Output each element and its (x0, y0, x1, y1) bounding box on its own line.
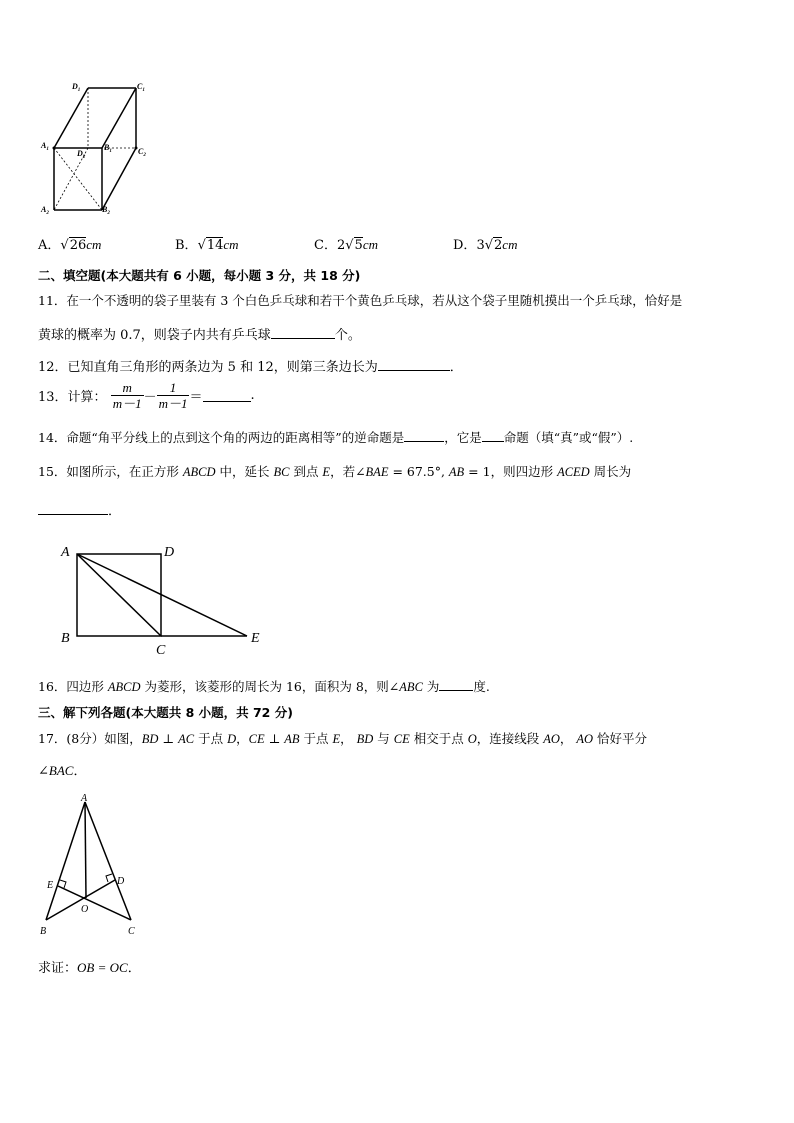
answer-blank[interactable] (482, 429, 504, 442)
label-A1: $A_1$ (41, 141, 49, 152)
option-a: A．√26cm (38, 237, 102, 253)
option-b: B．√14cm (175, 237, 239, 253)
label-C: C (156, 643, 166, 658)
proof-statement: 求证：OB = OC． (38, 960, 141, 976)
q12: 12．已知直角三角形的两条边为 5 和 12，则第三条边长为 ． (38, 360, 463, 375)
answer-blank[interactable] (439, 678, 473, 691)
label-B1: $B_1$ (104, 143, 112, 154)
section-3-title: 三、解下列各题(本大题共 8 小题，共 72 分) (38, 705, 293, 720)
q11-line1: 11．在一个不透明的袋子里装有 3 个白色乒乓球和若干个黄色乒乓球，若从这个袋子里随机摸出一个乒乓球，恰好是 (38, 293, 683, 308)
label-A: A (61, 545, 70, 560)
answer-blank[interactable] (378, 358, 450, 371)
label-B: B (61, 631, 70, 646)
label-B: B (40, 926, 47, 937)
section-2-title: 二、填空题(本大题共有 6 小题，每小题 3 分，共 18 分) (38, 268, 361, 283)
answer-blank[interactable] (38, 502, 108, 515)
q11-line2: 黄球的概率为 0.7，则袋子内共有乒乓球 个。 (38, 328, 361, 343)
fraction-2: $\frac{1}{m-1}$ (158, 380, 188, 411)
label-O: O (81, 904, 89, 915)
label-C2: $C_2$ (138, 147, 146, 158)
label-D: D (164, 545, 175, 560)
prism-figure (38, 78, 158, 218)
label-E: E (251, 631, 260, 646)
answer-blank[interactable] (404, 429, 444, 442)
square-figure (55, 540, 275, 660)
label-A2: $A_2$ (41, 205, 49, 216)
q14: 14．命题“角平分线上的点到这个角的两边的距离相等”的逆命题是 ，它是 命题（填“真”或“假”）. (38, 430, 634, 445)
option-c: C．2√5cm (314, 237, 378, 253)
q15-answer-line: ． (38, 500, 121, 519)
label-D2: $D_2$ (77, 149, 86, 160)
option-d: D．3√2cm (453, 237, 518, 253)
label-D1: $D_1$ (72, 82, 81, 93)
label-E: E (47, 880, 54, 891)
label-A: A (81, 793, 88, 804)
triangle-figure (36, 792, 146, 942)
answer-blank[interactable] (203, 389, 251, 402)
q13: 13．计算： $\frac{m}{m-1}$ － $\frac{1}{m-1}$ ＝ . (38, 380, 255, 411)
label-B2: $B_2$ (102, 205, 110, 216)
label-C1: $C_1$ (137, 82, 145, 93)
fraction-1: $\frac{m}{m-1}$ (112, 380, 142, 411)
label-C: C (128, 926, 135, 937)
q17-line1: 17．(8分）如图，BD ⊥ AC 于点 D，CE ⊥ AB 于点 E， BD 与 CE 相交于点 O，连接线段 AO， AO 恰好平分 (38, 731, 648, 746)
answer-blank[interactable] (271, 326, 335, 339)
q17-line2: ∠BAC． (38, 763, 87, 779)
label-D: D (117, 876, 125, 887)
q15: 15．如图所示，在正方形 ABCD 中，延长 BC 到点 E，若∠BAE = 67.5°, AB = 1，则四边形 ACED 周长为 (38, 464, 632, 479)
q16: 16．四边形 ABCD 为菱形，该菱形的周长为 16，面积为 8，则∠ABC 为 度. (38, 679, 490, 694)
